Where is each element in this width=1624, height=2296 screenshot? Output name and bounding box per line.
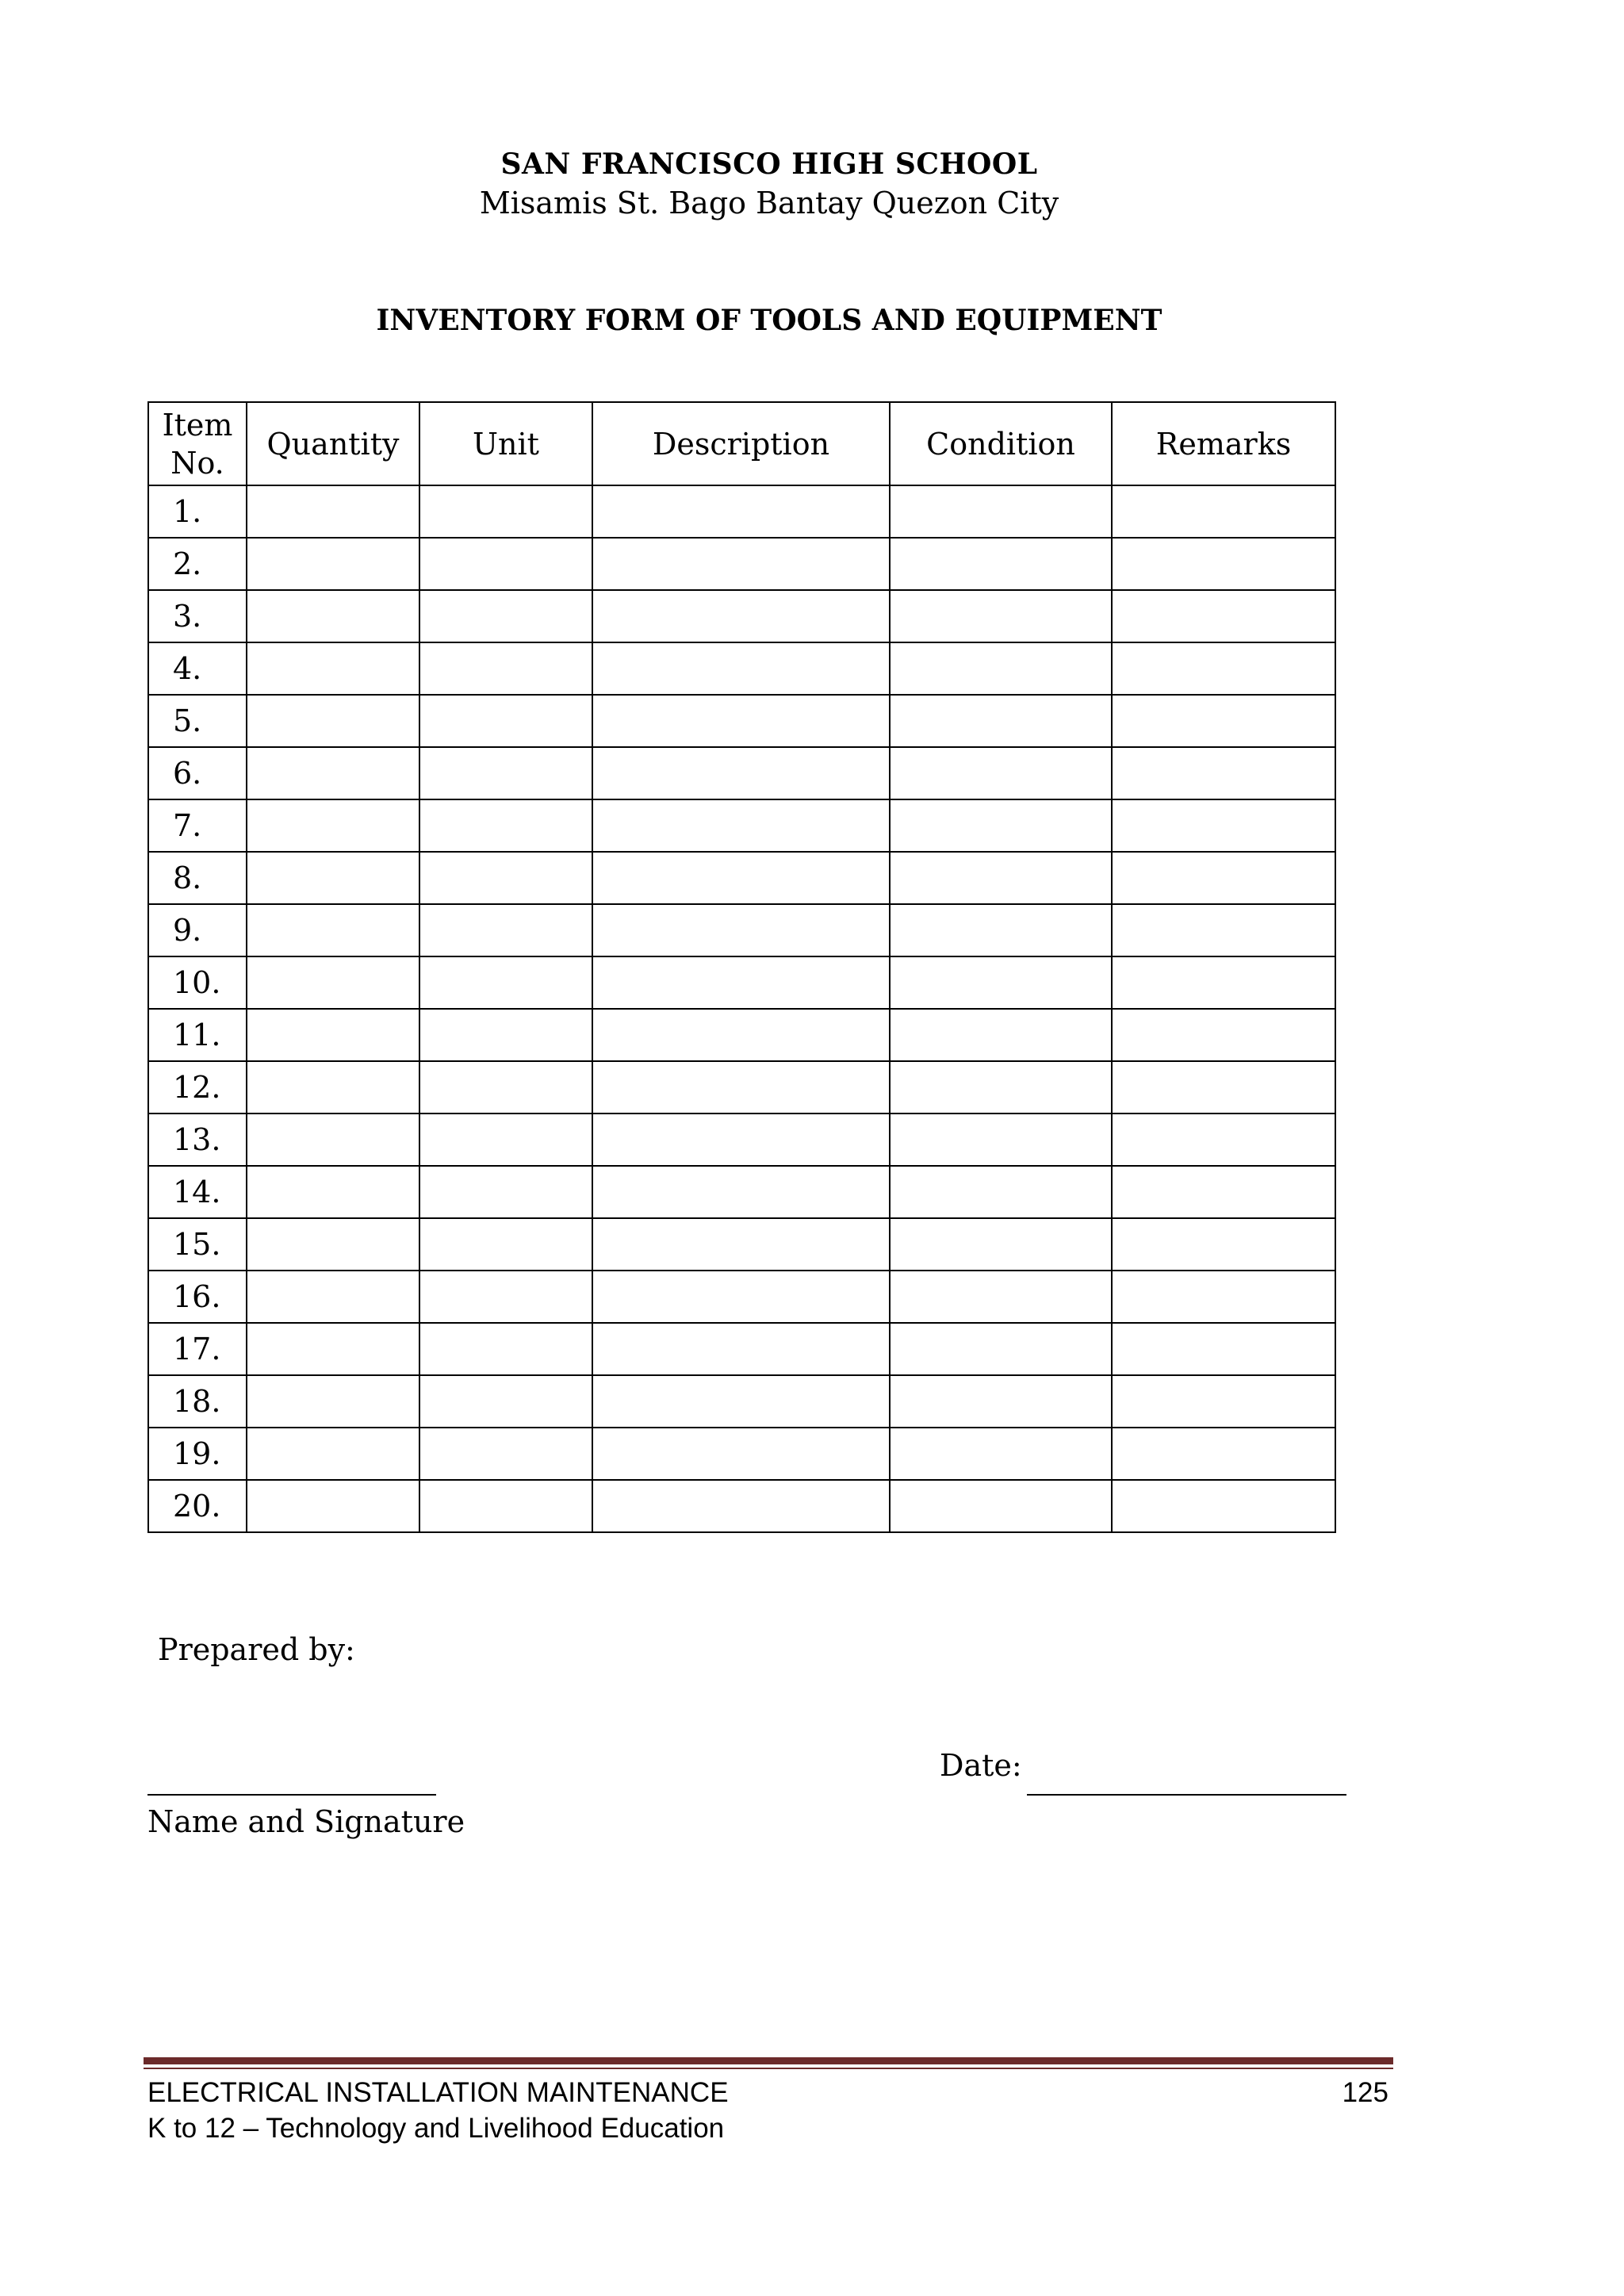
- unit-cell[interactable]: [419, 642, 592, 695]
- remarks-cell[interactable]: [1112, 904, 1335, 956]
- table-row: [148, 642, 1335, 695]
- description-cell[interactable]: [592, 904, 890, 956]
- quantity-cell[interactable]: [247, 1271, 419, 1323]
- quantity-cell[interactable]: [247, 1061, 419, 1114]
- condition-cell[interactable]: [890, 538, 1112, 590]
- item-number-cell: 15.: [148, 1218, 247, 1271]
- quantity-cell[interactable]: [247, 904, 419, 956]
- table-row: [148, 1114, 1335, 1166]
- table-row: [148, 852, 1335, 904]
- description-cell[interactable]: [592, 1375, 890, 1428]
- table-row: [148, 1375, 1335, 1428]
- table-row: [148, 485, 1335, 538]
- table-row: [148, 1218, 1335, 1271]
- table-row: [148, 590, 1335, 642]
- condition-cell[interactable]: [890, 695, 1112, 747]
- condition-cell[interactable]: [890, 1218, 1112, 1271]
- quantity-cell[interactable]: [247, 485, 419, 538]
- remarks-cell[interactable]: [1112, 1166, 1335, 1218]
- item-number-cell: 6.: [148, 747, 247, 799]
- item-header-line1: Item: [162, 407, 233, 443]
- item-number-cell: 14.: [148, 1166, 247, 1218]
- condition-cell[interactable]: [890, 747, 1112, 799]
- condition-cell[interactable]: [890, 1323, 1112, 1375]
- condition-cell[interactable]: [890, 799, 1112, 852]
- quantity-cell[interactable]: [247, 695, 419, 747]
- remarks-cell[interactable]: [1112, 1480, 1335, 1532]
- remarks-cell[interactable]: [1112, 956, 1335, 1009]
- quantity-cell[interactable]: [247, 956, 419, 1009]
- condition-cell[interactable]: [890, 1375, 1112, 1428]
- unit-cell[interactable]: [419, 1323, 592, 1375]
- remarks-cell[interactable]: [1112, 1271, 1335, 1323]
- unit-cell[interactable]: [419, 1166, 592, 1218]
- school-address: Misamis St. Bago Bantay Quezon City: [479, 186, 1059, 220]
- page-number: 125: [1342, 2077, 1388, 2108]
- unit-cell[interactable]: [419, 538, 592, 590]
- footer-program: K to 12 – Technology and Livelihood Education: [147, 2113, 725, 2144]
- school-name: SAN FRANCISCO HIGH SCHOOL: [500, 148, 1038, 181]
- column-header-unit: Unit: [419, 402, 592, 485]
- quantity-cell[interactable]: [247, 1218, 419, 1271]
- condition-cell[interactable]: [890, 485, 1112, 538]
- item-number-cell: 11.: [148, 1009, 247, 1061]
- description-cell[interactable]: [592, 747, 890, 799]
- remarks-cell[interactable]: [1112, 1428, 1335, 1480]
- table-row: [148, 1009, 1335, 1061]
- remarks-cell[interactable]: [1112, 1375, 1335, 1428]
- item-number-cell: 2.: [148, 538, 247, 590]
- remarks-cell[interactable]: [1112, 747, 1335, 799]
- description-cell[interactable]: [592, 1428, 890, 1480]
- quantity-cell[interactable]: [247, 1009, 419, 1061]
- item-number-cell: 9.: [148, 904, 247, 956]
- remarks-cell[interactable]: [1112, 1323, 1335, 1375]
- remarks-cell[interactable]: [1112, 1061, 1335, 1114]
- condition-cell[interactable]: [890, 1166, 1112, 1218]
- table-row: [148, 538, 1335, 590]
- item-number-cell: 1.: [148, 485, 247, 538]
- table-row: [148, 956, 1335, 1009]
- item-number-cell: 10.: [148, 956, 247, 1009]
- footer-rule-thin: [144, 2068, 1393, 2069]
- condition-cell[interactable]: [890, 642, 1112, 695]
- remarks-cell[interactable]: [1112, 538, 1335, 590]
- item-number-cell: 4.: [148, 642, 247, 695]
- quantity-cell[interactable]: [247, 852, 419, 904]
- unit-cell[interactable]: [419, 1009, 592, 1061]
- item-number-cell: 17.: [148, 1323, 247, 1375]
- description-cell[interactable]: [592, 695, 890, 747]
- unit-cell[interactable]: [419, 747, 592, 799]
- item-number-cell: 8.: [148, 852, 247, 904]
- condition-cell[interactable]: [890, 904, 1112, 956]
- quantity-cell[interactable]: [247, 642, 419, 695]
- condition-cell[interactable]: [890, 1114, 1112, 1166]
- unit-cell[interactable]: [419, 485, 592, 538]
- column-header-remarks: Remarks: [1112, 402, 1335, 485]
- condition-cell[interactable]: [890, 590, 1112, 642]
- table-header-row: [148, 402, 1335, 485]
- quantity-cell[interactable]: [247, 1480, 419, 1532]
- description-cell[interactable]: [592, 1480, 890, 1532]
- remarks-cell[interactable]: [1112, 695, 1335, 747]
- table-row: [148, 1061, 1335, 1114]
- table-row: [148, 1271, 1335, 1323]
- remarks-cell[interactable]: [1112, 1218, 1335, 1271]
- table-row: [148, 1323, 1335, 1375]
- item-header-line2: No.: [170, 445, 224, 481]
- quantity-cell[interactable]: [247, 799, 419, 852]
- unit-cell[interactable]: [419, 1375, 592, 1428]
- unit-cell[interactable]: [419, 1428, 592, 1480]
- remarks-cell[interactable]: [1112, 1114, 1335, 1166]
- remarks-cell[interactable]: [1112, 852, 1335, 904]
- footer-course-title: ELECTRICAL INSTALLATION MAINTENANCE: [147, 2077, 729, 2108]
- condition-cell[interactable]: [890, 1480, 1112, 1532]
- table-row: [148, 1428, 1335, 1480]
- table-row: [148, 904, 1335, 956]
- description-cell[interactable]: [592, 1061, 890, 1114]
- footer-rule-thick: [144, 2057, 1393, 2064]
- item-number-cell: 13.: [148, 1114, 247, 1166]
- quantity-cell[interactable]: [247, 538, 419, 590]
- unit-cell[interactable]: [419, 852, 592, 904]
- description-cell[interactable]: [592, 590, 890, 642]
- date-line[interactable]: [1027, 1794, 1346, 1796]
- description-cell[interactable]: [592, 1218, 890, 1271]
- column-header-quantity: Quantity: [247, 402, 419, 485]
- table-row: [148, 799, 1335, 852]
- unit-cell[interactable]: [419, 1061, 592, 1114]
- quantity-cell[interactable]: [247, 1323, 419, 1375]
- quantity-cell[interactable]: [247, 1428, 419, 1480]
- description-cell[interactable]: [592, 485, 890, 538]
- description-cell[interactable]: [592, 1166, 890, 1218]
- quantity-cell[interactable]: [247, 1375, 419, 1428]
- description-cell[interactable]: [592, 852, 890, 904]
- unit-cell[interactable]: [419, 1271, 592, 1323]
- item-number-cell: 20.: [148, 1480, 247, 1532]
- description-cell[interactable]: [592, 1009, 890, 1061]
- inventory-table: [147, 401, 1336, 1533]
- column-header-description: Description: [592, 402, 890, 485]
- table-row: [148, 1480, 1335, 1532]
- description-cell[interactable]: [592, 642, 890, 695]
- table-row: [148, 695, 1335, 747]
- unit-cell[interactable]: [419, 799, 592, 852]
- condition-cell[interactable]: [890, 1271, 1112, 1323]
- table-row: [148, 747, 1335, 799]
- remarks-cell[interactable]: [1112, 590, 1335, 642]
- unit-cell[interactable]: [419, 956, 592, 1009]
- condition-cell[interactable]: [890, 1428, 1112, 1480]
- unit-cell[interactable]: [419, 590, 592, 642]
- quantity-cell[interactable]: [247, 1166, 419, 1218]
- condition-cell[interactable]: [890, 1061, 1112, 1114]
- item-number-cell: 19.: [148, 1428, 247, 1480]
- item-number-cell: 12.: [148, 1061, 247, 1114]
- item-number-cell: 5.: [148, 695, 247, 747]
- date-label: Date:: [940, 1748, 1022, 1783]
- unit-cell[interactable]: [419, 904, 592, 956]
- item-number-cell: 18.: [148, 1375, 247, 1428]
- quantity-cell[interactable]: [247, 590, 419, 642]
- signature-line[interactable]: [147, 1794, 436, 1796]
- quantity-cell[interactable]: [247, 747, 419, 799]
- item-number-cell: 3.: [148, 590, 247, 642]
- quantity-cell[interactable]: [247, 1114, 419, 1166]
- remarks-cell[interactable]: [1112, 799, 1335, 852]
- unit-cell[interactable]: [419, 1114, 592, 1166]
- condition-cell[interactable]: [890, 852, 1112, 904]
- form-title: INVENTORY FORM OF TOOLS AND EQUIPMENT: [376, 304, 1162, 337]
- condition-cell[interactable]: [890, 956, 1112, 1009]
- column-header-item-no: [148, 402, 247, 485]
- unit-cell[interactable]: [419, 695, 592, 747]
- remarks-cell[interactable]: [1112, 485, 1335, 538]
- unit-cell[interactable]: [419, 1218, 592, 1271]
- description-cell[interactable]: [592, 1114, 890, 1166]
- table-row: [148, 1166, 1335, 1218]
- description-cell[interactable]: [592, 1323, 890, 1375]
- prepared-by-label: Prepared by:: [158, 1632, 355, 1667]
- name-signature-caption: Name and Signature: [147, 1804, 465, 1839]
- item-number-cell: 7.: [148, 799, 247, 852]
- description-cell[interactable]: [592, 538, 890, 590]
- remarks-cell[interactable]: [1112, 642, 1335, 695]
- remarks-cell[interactable]: [1112, 1009, 1335, 1061]
- description-cell[interactable]: [592, 799, 890, 852]
- condition-cell[interactable]: [890, 1009, 1112, 1061]
- unit-cell[interactable]: [419, 1480, 592, 1532]
- description-cell[interactable]: [592, 1271, 890, 1323]
- item-number-cell: 16.: [148, 1271, 247, 1323]
- description-cell[interactable]: [592, 956, 890, 1009]
- column-header-condition: Condition: [890, 402, 1112, 485]
